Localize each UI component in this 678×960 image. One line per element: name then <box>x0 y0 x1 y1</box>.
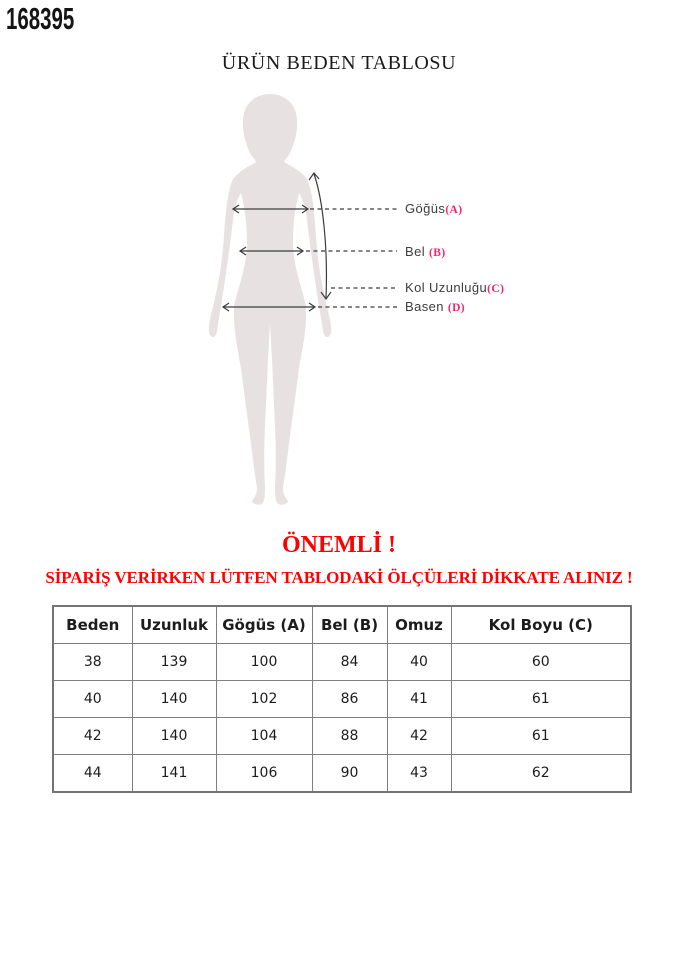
measurement-letter: (A) <box>445 204 463 216</box>
size-table-cell: 41 <box>387 681 451 718</box>
page-title: ÜRÜN BEDEN TABLOSU <box>221 52 457 74</box>
order-warning-text: SİPARİŞ VERİRKEN LÜTFEN TABLODAKİ ÖLÇÜLERİ DİKKATE ALINIZ ! <box>45 568 633 587</box>
product-code: 168395 <box>6 1 75 36</box>
size-table-cell: 40 <box>53 681 132 718</box>
size-table-row <box>53 644 631 681</box>
measurement-letter: (C) <box>487 283 505 295</box>
size-table <box>52 605 632 793</box>
size-table-row <box>53 681 631 718</box>
size-table-cell: 86 <box>312 681 387 718</box>
size-table-header-cell: Gögüs (A) <box>216 606 312 644</box>
measurement-label-text: Bel <box>405 244 430 259</box>
size-table-cell: 88 <box>312 718 387 755</box>
size-table-cell: 100 <box>216 644 312 681</box>
size-table-header-cell: Bel (B) <box>312 606 387 644</box>
size-table-cell: 62 <box>451 755 631 793</box>
measurement-label-chest <box>405 201 462 217</box>
measurement-label-text: Göğüs <box>405 201 446 216</box>
size-table-cell: 61 <box>451 718 631 755</box>
size-table-cell: 140 <box>132 718 216 755</box>
size-table-cell: 140 <box>132 681 216 718</box>
size-table-cell: 60 <box>451 644 631 681</box>
measurement-letter: (D) <box>447 302 466 314</box>
size-table-cell: 44 <box>53 755 132 793</box>
size-table-cell: 104 <box>216 718 312 755</box>
size-table-cell: 141 <box>132 755 216 793</box>
measurement-letter: (B) <box>429 247 446 259</box>
size-table-row <box>53 755 631 793</box>
measurement-label-text: Basen <box>405 299 448 314</box>
size-table-cell: 38 <box>53 644 132 681</box>
female-silhouette-graphic <box>190 88 400 518</box>
size-table-cell: 102 <box>216 681 312 718</box>
size-table-cell: 42 <box>53 718 132 755</box>
important-heading: ÖNEMLİ ! <box>282 532 396 558</box>
size-table-row <box>53 718 631 755</box>
female-silhouette <box>209 94 331 505</box>
measurement-label-text: Kol Uzunluğu <box>405 280 488 295</box>
size-table-cell: 139 <box>132 644 216 681</box>
measurement-label-waist <box>405 244 446 260</box>
size-table-cell: 84 <box>312 644 387 681</box>
measurement-label-arm-length <box>405 280 504 296</box>
size-table-header-cell: Omuz <box>387 606 451 644</box>
size-table-cell: 43 <box>387 755 451 793</box>
size-table-cell: 90 <box>312 755 387 793</box>
size-table-header-cell: Uzunluk <box>132 606 216 644</box>
size-table-cell: 61 <box>451 681 631 718</box>
size-table-cell: 42 <box>387 718 451 755</box>
measurement-label-hip <box>405 299 465 315</box>
size-table-header-cell: Beden <box>53 606 132 644</box>
size-table-cell: 106 <box>216 755 312 793</box>
size-table-cell: 40 <box>387 644 451 681</box>
size-table-header-row <box>53 606 631 644</box>
size-table-header-cell: Kol Boyu (C) <box>451 606 631 644</box>
